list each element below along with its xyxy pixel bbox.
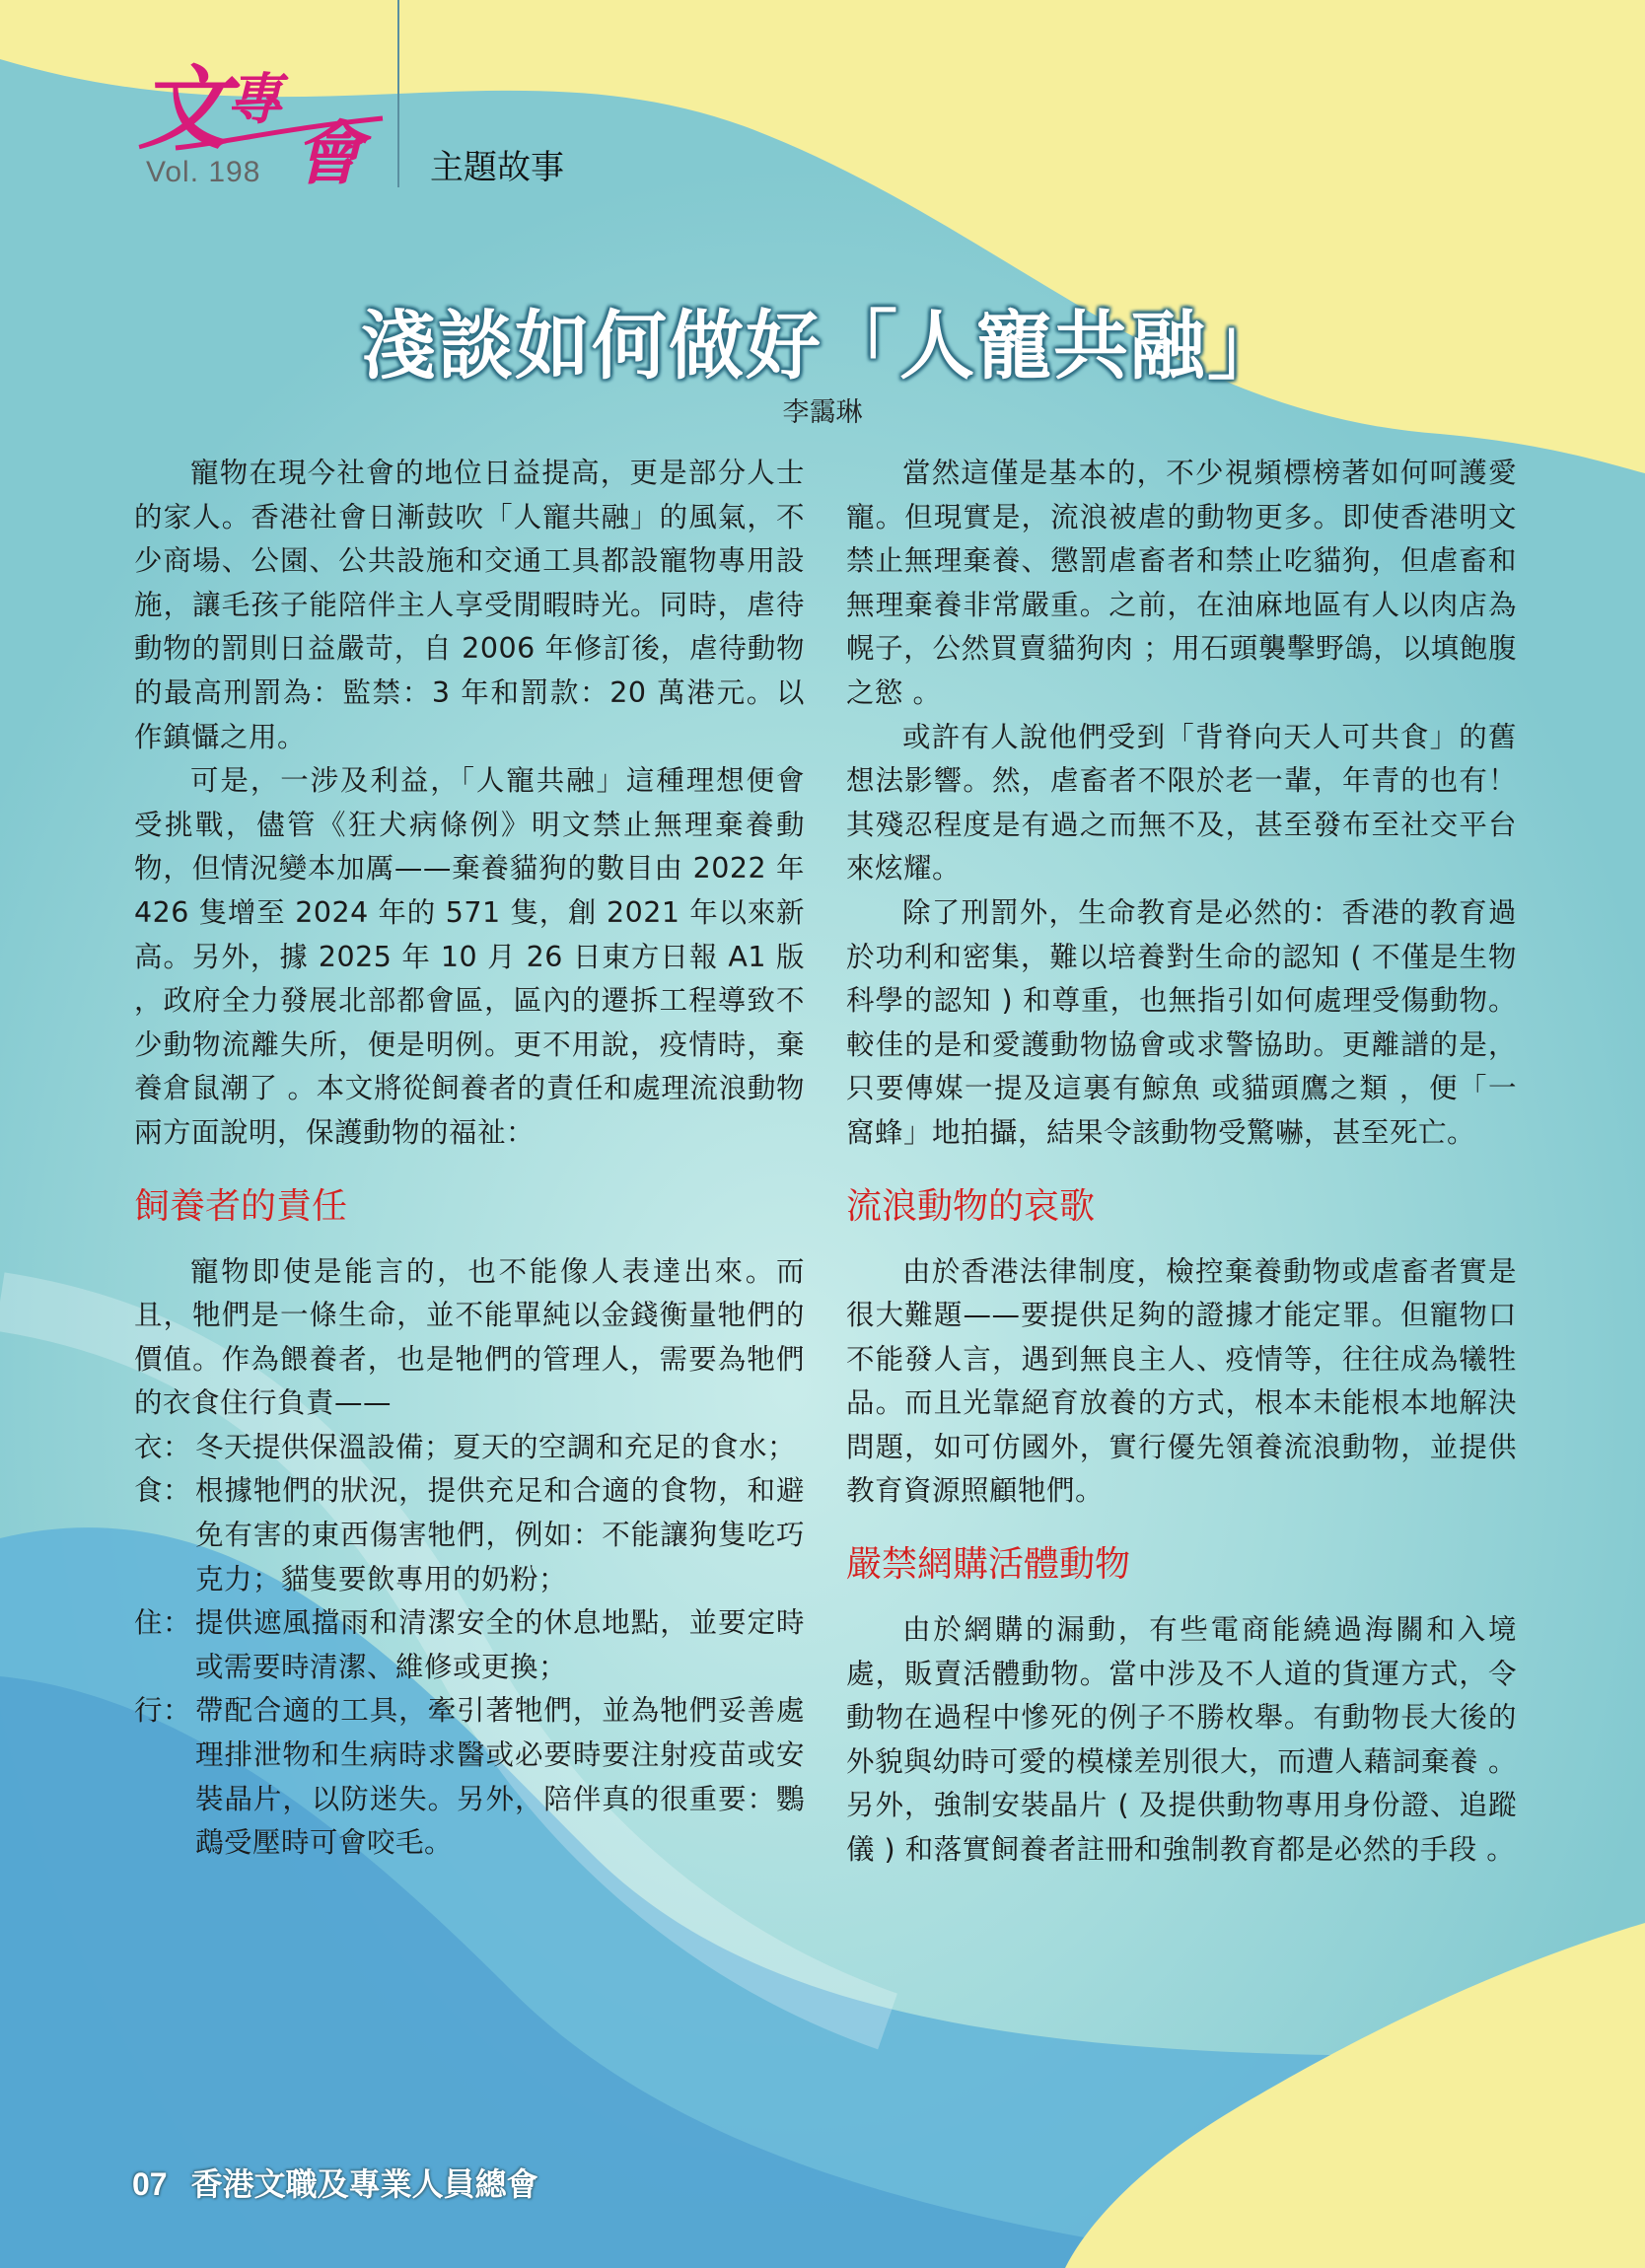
logo-char-2: 專: [227, 67, 282, 132]
paragraph: 由於網購的漏動，有些電商能繞過海關和入境處，販賣活體動物。當中涉及不人道的貨運方式，令動物在過程中慘死的例子不勝枚舉。有動物長大後的外貌與幼時可愛的模樣差別很大，而遭人藉詞棄養 。另外，強制安裝晶片 ( 及提供動物專用身份證、追蹤儀 ) 和落實飼養者註冊和強制教育都是必然的手段 。: [846, 1613, 1517, 1867]
paragraph: 寵物在現今社會的地位日益提高，更是部分人士的家人。香港社會日漸鼓吹「人寵共融」的風氣，不少商場、公園、公共設施和交通工具都設寵物專用設施，讓毛孩子能陪伴主人享受閒暇時光。同時，虐待動物的罰則日益嚴苛，自 2006 年修訂後，虐待動物的最高刑罰為：監禁：3 年和罰款：20 萬港元。以作鎮懾之用。: [134, 457, 805, 753]
left-column: [134, 452, 805, 1866]
article-title: 淺談如何做好「人寵共融」: [361, 302, 1284, 390]
list-item: [134, 1426, 805, 1470]
paragraph: 可是，一涉及利益，「人寵共融」這種理想便會受挑戰，儘管《狂犬病條例》明文禁止無理棄養動物，但情況變本加厲——棄養貓狗的數目由 2022 年 426 隻增至 2024 年的 571 隻，創 2021 年以來新高。另外，據 2025 年 10 月 26 日東方日報 A1 版 ，政府全力發展北部都會區，區內的遷拆工程導致不少動物流離失所，便是明例。更不用說，疫情時，棄養倉鼠潮了 。本文將從飼養者的責任和處理流浪動物兩方面說明，保護動物的福祉：: [134, 764, 805, 1149]
list-item-key: 食：: [134, 1474, 192, 1508]
magazine-logo: [136, 49, 393, 197]
section-heading: 流浪動物的哀歌: [846, 1185, 1096, 1227]
care-list: [134, 1426, 805, 1866]
list-item: [134, 1469, 805, 1601]
header-divider: [397, 0, 399, 187]
organization-name: 香港文職及專業人員總會: [190, 2165, 538, 2203]
list-item-text: 提供遮風擋雨和清潔安全的休息地點，並要定時或需要時清潔、維修或更換；: [195, 1606, 805, 1683]
section-heading: 飼養者的責任: [134, 1185, 348, 1227]
logo-char-3: 會: [294, 112, 363, 194]
list-item-key: 衣：: [134, 1430, 192, 1463]
section-heading: 嚴禁網購活體動物: [846, 1544, 1131, 1586]
list-item-text: 根據牠們的狀況，提供充足和合適的食物，和避免有害的東西傷害牠們，例如：不能讓狗隻吃巧克力；貓隻要飲專用的奶粉；: [195, 1474, 805, 1595]
article-author: 李靄琳: [782, 397, 863, 428]
list-item: [134, 1601, 805, 1689]
paragraph: 當然這僅是基本的，不少視頻標榜著如何呵護愛寵。但現實是，流浪被虐的動物更多。即使香港明文禁止無理棄養、懲罰虐畜者和禁止吃貓狗，但虐畜和無理棄養非常嚴重。之前，在油麻地區有人以肉店為幌子，公然買賣貓狗肉 ；用石頭襲擊野鴿，以填飽腹之慾 。: [846, 457, 1517, 709]
page-footer: [132, 2160, 538, 2205]
logo-char-1: 文: [138, 55, 230, 162]
paragraph: 由於香港法律制度，檢控棄養動物或虐畜者實是很大難題——要提供足夠的證據才能定罪。但寵物口不能發人言，遇到無良主人、疫情等，往往成為犧牲品。而且光靠絕育放養的方式，根本未能根本地解決問題，如可仿國外，實行優先領養流浪動物，並提供教育資源照顧牠們。: [846, 1254, 1517, 1508]
list-item-key: 住：: [134, 1606, 192, 1640]
section-label: 主題故事: [430, 148, 564, 187]
volume-number: Vol. 198: [146, 156, 261, 188]
list-item: [134, 1689, 805, 1865]
page-number: 07: [132, 2166, 168, 2202]
list-item-text: 冬天提供保溫設備；夏天的空調和充足的食水；: [195, 1430, 797, 1463]
right-column: [846, 452, 1517, 1873]
list-item-text: 帶配合適的工具，牽引著牠們，並為牠們妥善處理排泄物和生病時求醫或必要時要注射疫苗或安裝晶片，以防迷失。另外，陪伴真的很重要：鸚鵡受壓時可會咬毛。: [195, 1694, 805, 1860]
paragraph: 除了刑罰外，生命教育是必然的：香港的教育過於功利和密集，難以培養對生命的認知 ( 不僅是生物科學的認知 ) 和尊重，也無指引如何處理受傷動物。較佳的是和愛護動物協會或求警協助。更離譜的是，只要傳媒一提及這裏有鯨魚 或貓頭鷹之類 ，便「一窩蜂」地拍攝，結果令該動物受驚嚇，甚至死亡。: [846, 895, 1517, 1149]
list-item-key: 行：: [134, 1694, 192, 1728]
paragraph: 寵物即使是能言的，也不能像人表達出來。而且，牠們是一條生命，並不能單純以金錢衡量牠們的價值。作為餵養者，也是牠們的管理人，需要為牠們的衣食住行負責——: [134, 1254, 805, 1420]
paragraph: 或許有人說他們受到「背脊向天人可共食」的舊想法影響。然，虐畜者不限於老一輩，年青的也有！其殘忍程度是有過之而無不及，甚至發布至社交平台來炫耀。: [846, 720, 1517, 886]
